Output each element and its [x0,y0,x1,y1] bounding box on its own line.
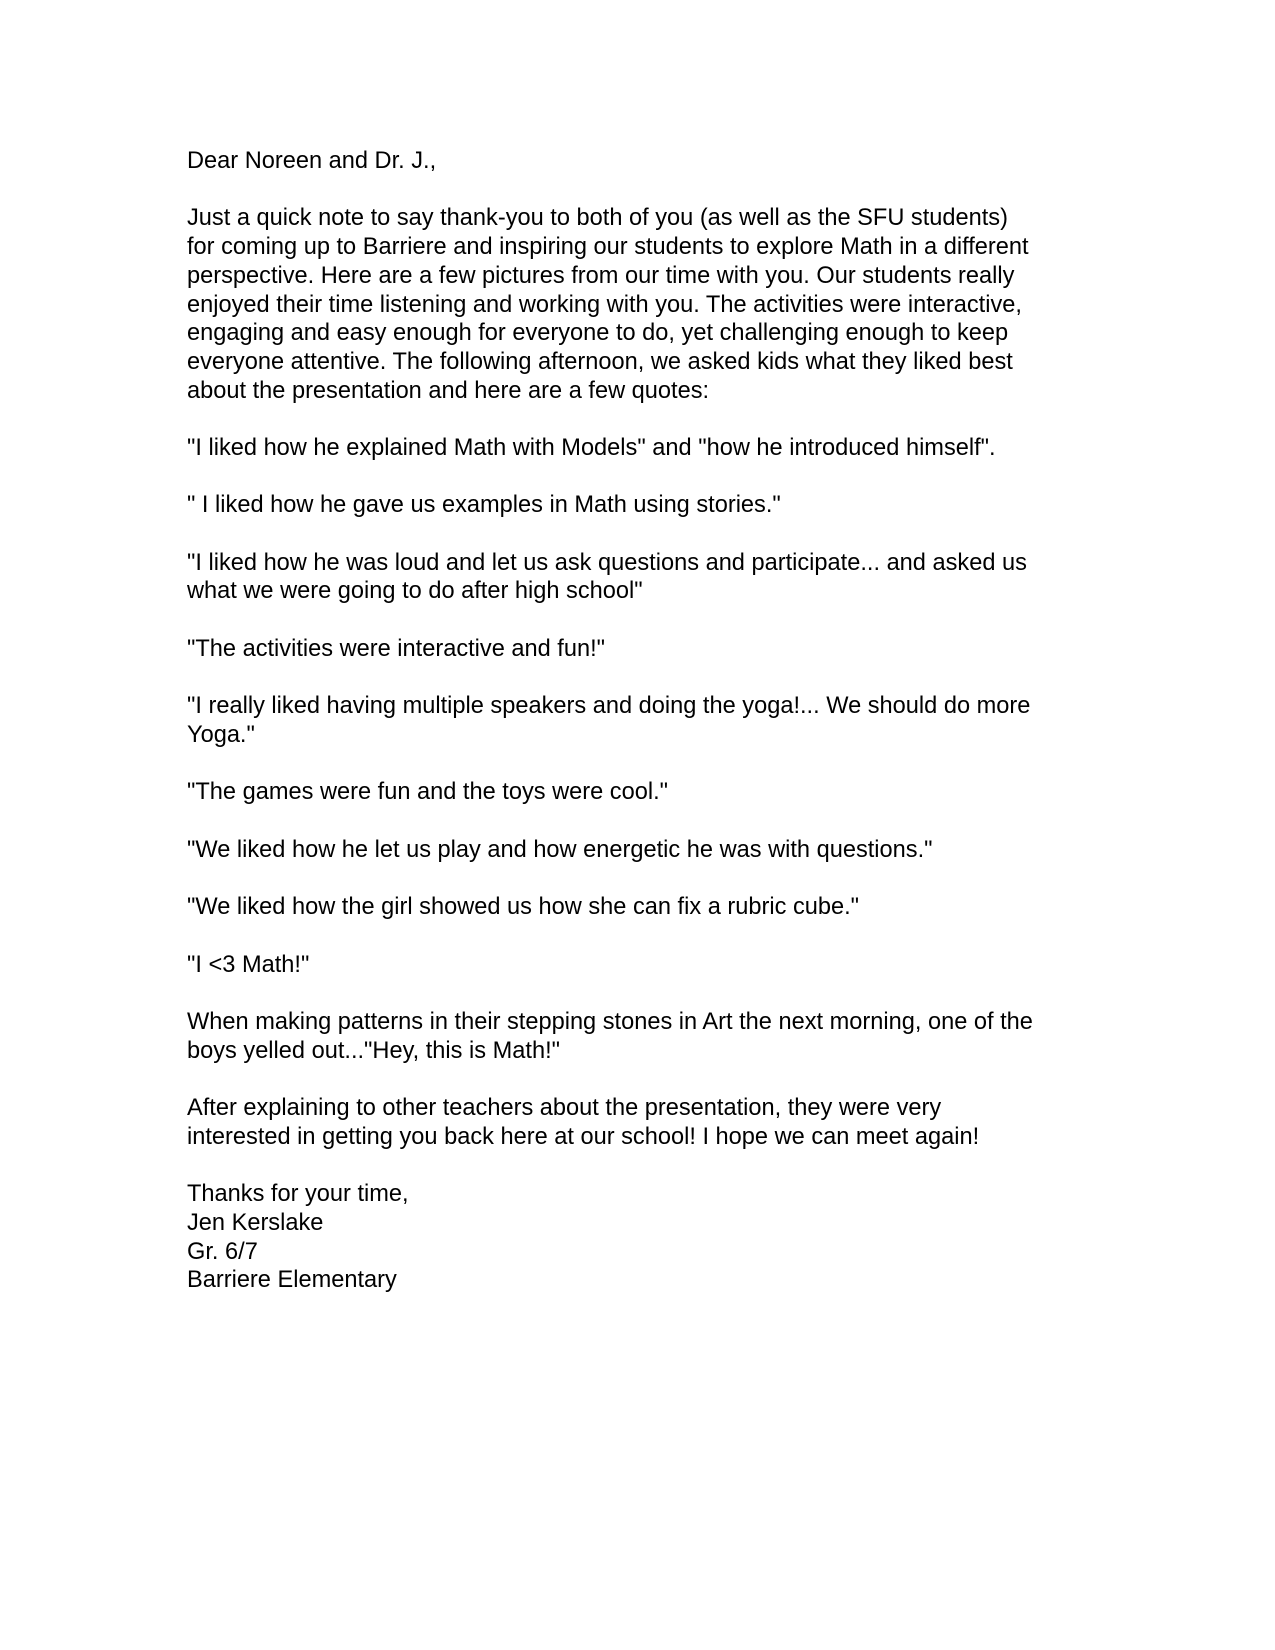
letter-body [187,147,1087,1295]
quote-2 [187,491,1087,520]
anecdote-line: When making patterns in their stepping stones in Art the next morning, one of the [187,1008,1033,1035]
quote-line: "The games were fun and the toys were cool." [187,779,669,806]
salutation [187,147,1087,176]
author-name: Jen Kerslake [187,1209,324,1236]
quote-6 [187,778,1087,807]
quote-line: "The activities were interactive and fun!" [187,635,606,662]
intro-line: engaging and easy enough for everyone to do, yet challenging enough to keep [187,320,1009,347]
quote-line: "We liked how he let us play and how energetic he was with questions." [187,836,933,863]
quote-line: "I liked how he was loud and let us ask questions and participate... and asked us [187,549,1027,576]
intro-line: perspective. Here are a few pictures from our time with you. Our students really [187,262,1015,289]
intro-line: about the presentation and here are a few quotes: [187,377,710,404]
quote-line: "I <3 Math!" [187,951,310,978]
quote-line: Yoga." [187,721,255,748]
quote-line: "I really liked having multiple speakers and doing the yoga!... We should do more [187,693,1031,720]
intro-line: Just a quick note to say thank-you to both of you (as well as the SFU students) [187,205,1008,232]
intro-line: for coming up to Barriere and inspiring our students to explore Math in a different [187,234,1029,261]
author-grade: Gr. 6/7 [187,1238,258,1265]
quote-9 [187,951,1087,980]
closing-paragraph [187,1094,1087,1151]
intro-line: enjoyed their time listening and working with you. The activities were interactive, [187,291,1022,318]
sign-off: Thanks for your time, [187,1181,409,1208]
anecdote-paragraph [187,1008,1087,1065]
quote-7 [187,836,1087,865]
quote-1 [187,434,1087,463]
quote-line: what we were going to do after high school" [187,578,643,605]
quote-line: " I liked how he gave us examples in Math using stories." [187,492,781,519]
quote-line: "I liked how he explained Math with Models" and "how he introduced himself". [187,435,996,461]
quote-5 [187,692,1087,749]
quote-4 [187,635,1087,664]
quote-8 [187,893,1087,922]
signature-block [187,1180,1087,1295]
closing-line: After explaining to other teachers about the presentation, they were very [187,1095,942,1122]
intro-paragraph [187,204,1087,405]
author-school: Barriere Elementary [187,1267,397,1294]
quote-line: "We liked how the girl showed us how she can fix a rubric cube." [187,894,860,921]
intro-line: everyone attentive. The following afternoon, we asked kids what they liked best [187,348,1013,375]
quote-3 [187,549,1087,606]
anecdote-line: boys yelled out..."Hey, this is Math!" [187,1037,560,1064]
closing-line: interested in getting you back here at our school! I hope we can meet again! [187,1123,980,1150]
salutation-line: Dear Noreen and Dr. J., [187,148,437,174]
